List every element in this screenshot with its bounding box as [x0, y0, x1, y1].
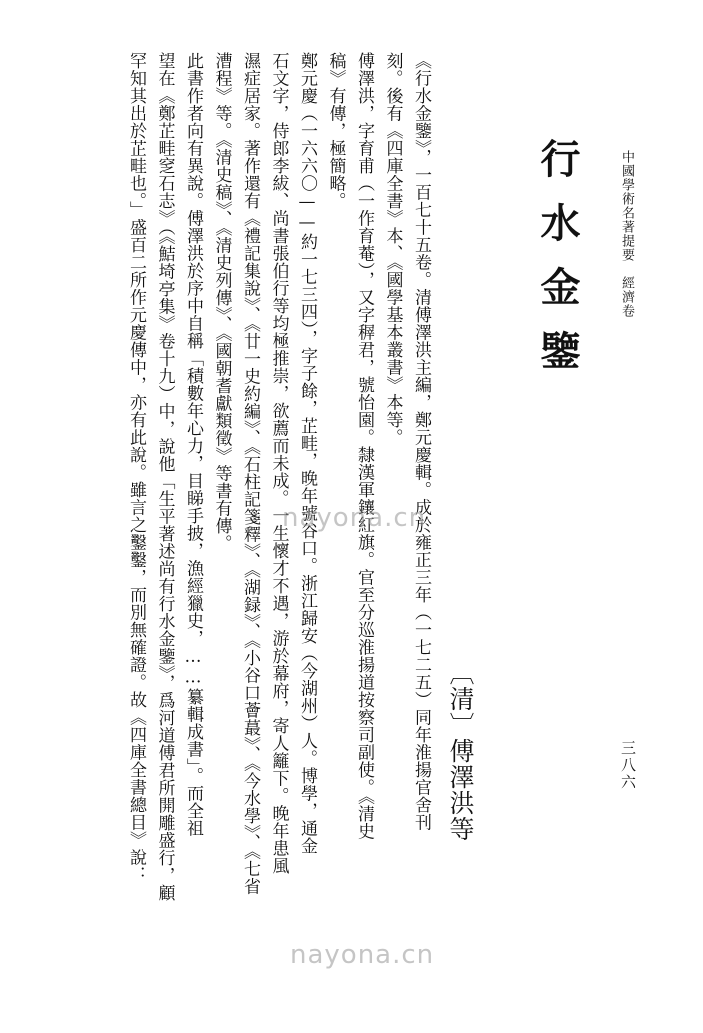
text-column: 濕症居家。著作還有《禮記集說》、《廿一史約編》、《石柱記箋釋》、《湖録》、《小谷口薈蕞》、《今水學》、《七省	[240, 52, 260, 895]
text-column: 《行水金鑒》，一百七十五卷。清傅澤洪主編，鄭元慶輯。成於雍正三年（一七二五）同年淮揚官舍刊	[411, 52, 431, 831]
text-column: 此書作者向有異說。傅澤洪於序中自稱「積數年心力，目睇手披，漁經獵史，……纂輯成書」。而全祖	[183, 52, 203, 837]
text-column: 傅澤洪，字育甫（一作育菴），又字稺君，號怡園。隸漢軍鑲紅旗。官至分巡淮揚道按察司副使。《清史	[354, 52, 374, 840]
text-column: 漕程》等。《清史稿》、《清史列傳》、《國朝耆獻類徵》等書有傳。	[211, 52, 232, 552]
running-header: 中國學術名著提要 經濟卷	[619, 150, 634, 318]
text-column: 罕知其出於芷畦也。」盛百二所作元慶傳中，亦有此說。雖言之鑿鑿，而別無確證。故《四庫全書總目》說：	[126, 52, 146, 884]
text-column: 稿》有傳，極簡略。	[325, 52, 346, 210]
page-number: 三八六	[619, 740, 637, 791]
text-column: 鄭元慶（一六六〇——約一七三四），字子餘，芷畦，晚年號谷口。浙江歸安（今湖州）人。博學，通金	[297, 52, 317, 855]
text-column: 望在《鄭芷畦窆石志》（《鮚埼亭集》卷十九）中，說他「生平著述尚有行水金鑒》，爲河道傅君所開雕盛行，顧	[154, 52, 175, 902]
watermark: nayona.cn	[290, 940, 435, 970]
watermark: nayona.cn	[282, 503, 427, 533]
entry-body	[95, 52, 435, 902]
text-column: 石文字，侍郎李紱、尚書張伯行等均極推崇，欲薦而未成。一生懷才不遇，游於幕府，寄人籬下。晚年患風	[268, 52, 289, 875]
text-column: 刻。後有《四庫全書》本、《國學基本叢書》本等。	[382, 52, 403, 446]
entry-title: 行水金鑒	[534, 138, 581, 394]
entry-author: 〔清〕傅澤洪等	[446, 660, 475, 842]
